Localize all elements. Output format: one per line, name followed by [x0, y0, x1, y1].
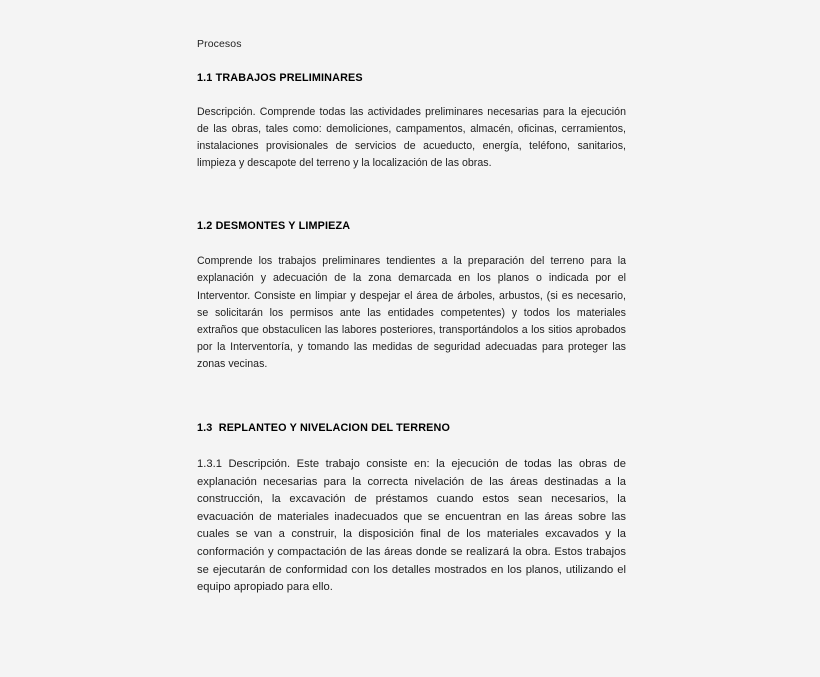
section-body-1-2: Comprende los trabajos preliminares tendientes a la preparación del terreno para la explanación y adecuación de la zona demarcada en los planos o indicada por el Interventor. Consiste en limpiar y despejar el área de árboles, arbustos, (si es necesario, se solicitarán los permisos ante las entidades competentes) y todos los materiales extraños que obstaculicen las labores posteriores, transportándolos a los sitios aprobados por la Interventoría, y tomando las medidas de seguridad adecuadas para proteger las zonas vecinas.	[197, 255, 626, 370]
spacer-heading-1-2	[197, 233, 626, 253]
section-heading-1-1: 1.1 TRABAJOS PRELIMINARES	[197, 72, 363, 84]
document-kicker-procesos: Procesos	[197, 38, 242, 50]
spacer-heading-1-3	[197, 435, 626, 456]
document-text-column	[197, 37, 626, 597]
section-heading-1-2: 1.2 DESMONTES Y LIMPIEZA	[197, 220, 351, 233]
section-body-1-3: 1.3.1 Descripción. Este trabajo consiste en: la ejecución de todas las obras de explanación necesarias para la correcta nivelación de las áreas destinadas a la construcción, la excavación de préstamos cuando estos sean necesarios, la evacuación de materiales inadecuados que se encuentran en las áreas sobre las cuales se van a construir, la disposición final de los materiales excavados y la conformación y compactación de las áreas donde se realizará la obra. Estos trabajos se ejecutarán de conformidad con los detalles mostrados en los planos, utilizando el equipo apropiado para ello.	[197, 458, 626, 594]
section-body-1-1: Descripción. Comprende todas las actividades preliminares necesarias para la ejecución de las obras, tales como: demoliciones, campamentos, almacén, oficinas, cerramientos, instalaciones provisionales de servicios de acueducto, energía, teléfono, sanitarios, limpieza y descapote del terreno y la localización de las obras.	[197, 106, 626, 170]
spacer-heading-1-1	[197, 85, 626, 104]
section-heading-1-3: 1.3 REPLANTEO Y NIVELACION DEL TERRENO	[197, 422, 451, 435]
spacer-after-1-1	[197, 172, 626, 219]
spacer-after-1-2	[197, 373, 626, 421]
